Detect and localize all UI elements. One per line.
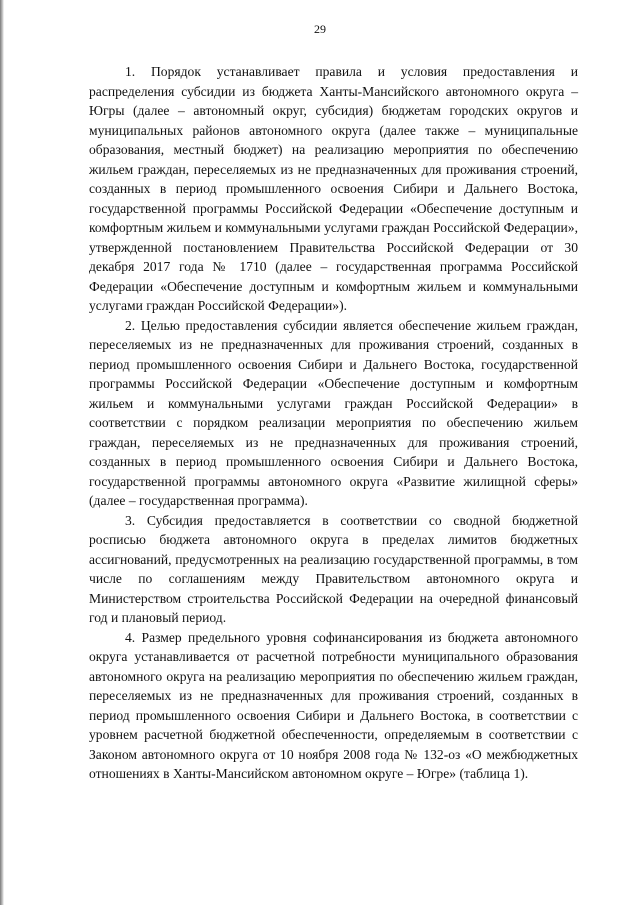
paragraph-1: 1. Порядок устанавливает правила и условия предоставления и распределения субсидии из бюджета Ханты-Мансийского автономного округа – Югры (далее – автономный округ, субсидия) бюджетам городских округов и муниципальных районов автономного округа (далее также – муниципальные образования, местный бюджет) на реализацию мероприятия по обеспечению жильем граждан, переселяемых из не предназначенных для проживания строений, созданных в период промышленного освоения Сибири и Дальнего Востока, государственной программы Российской Федерации «Обеспечение доступным и комфортным жильем и коммунальными услугами граждан Российской Федерации», утвержденной постановлением Правительства Российской Федерации от 30 декабря 2017 года № 1710 (далее – государственная программа Российской Федерации «Обеспечение доступным и комфортным жильем и коммунальными услугами граждан Российской Федерации»). [89,64,578,313]
paragraph-2: 2. Целью предоставления субсидии является обеспечение жильем граждан, переселяемых из не предназначенных для проживания строений, созданных в период промышленного освоения Сибири и Дальнего Востока, государственной программы Российской Федерации «Обеспечение доступным и комфортным жильем и коммунальными услугами граждан Российской Федерации» в соответствии с порядком реализации мероприятия по обеспечению жильем граждан, переселяемых из не предназначенных для проживания строений, созданных в период промышленного освоения Сибири и Дальнего Востока, государственной программы автономного округа «Развитие жилищной сферы» (далее – государственная программа). [89,317,578,508]
paragraph-3: 3. Субсидия предоставляется в соответствии со сводной бюджетной росписью бюджета автономного округа в пределах лимитов бюджетных ассигнований, предусмотренных на реализацию государственной программы, в том числе по соглашениям между Правительством автономного округа и Министерством строительства Российской Федерации на очередной финансовый год и плановый период. [89,512,578,625]
page-number: 29 [314,22,326,36]
document-body [89,62,578,784]
paragraph-4: 4. Размер предельного уровня софинансирования из бюджета автономного округа устанавливается от расчетной потребности муниципального образования автономного округа на реализацию мероприятия по обеспечению жильем граждан, переселяемых из не предназначенных для проживания строений, созданных в период промышленного освоения Сибири и Дальнего Востока, в соответствии с уровнем расчетной бюджетной обеспеченности, определяемым в соответствии с Законом автономного округа от 10 ноября 2008 года № 132-оз «О межбюджетных отношениях в Ханты-Мансийском автономном округе – Югре» (таблица 1). [89,629,578,781]
scan-edge [0,0,4,905]
